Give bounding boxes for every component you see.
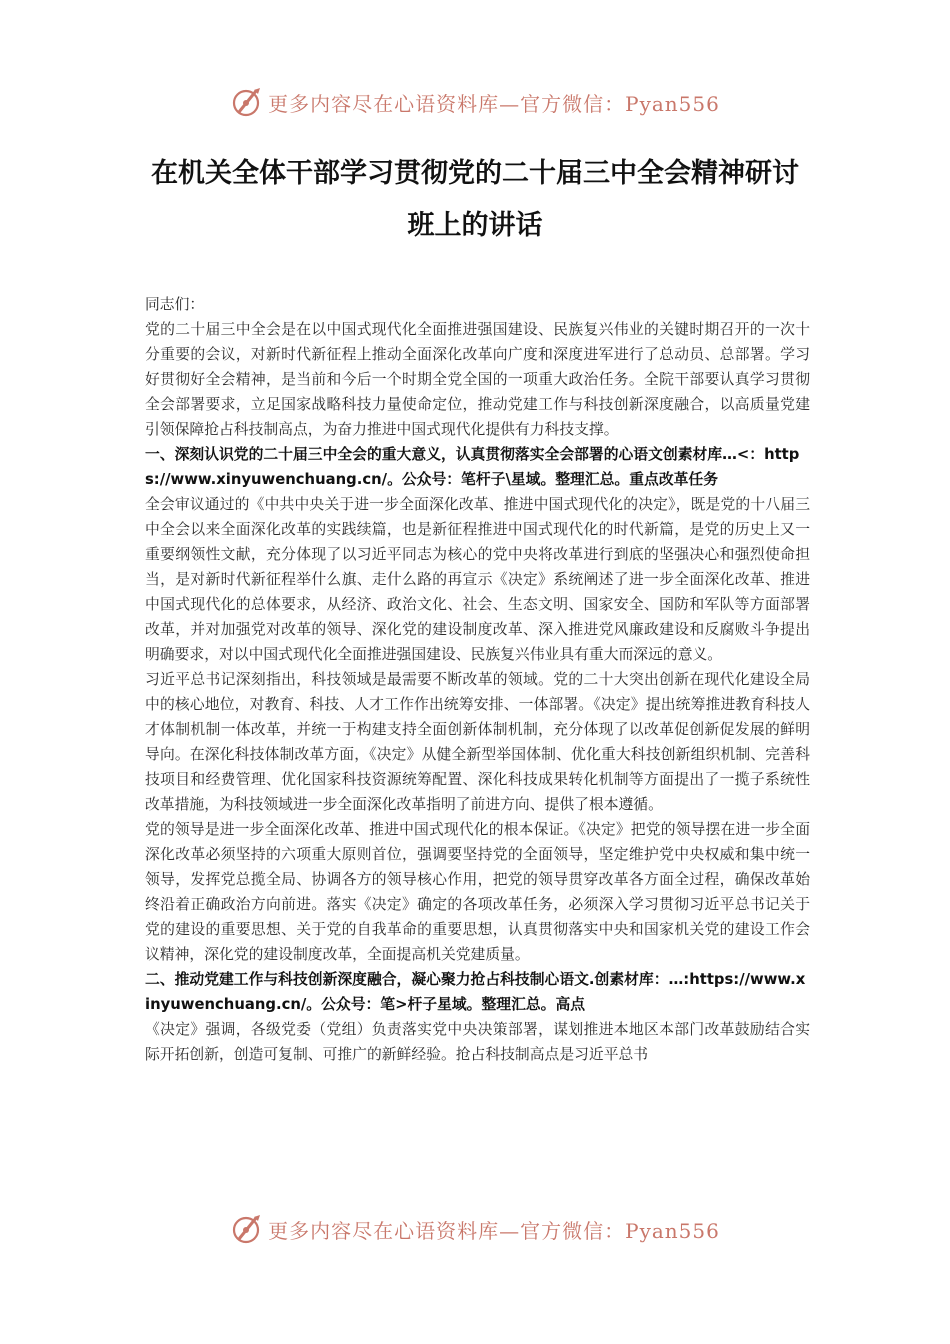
- salutation: 同志们：: [145, 296, 205, 313]
- pen-circle-logo-icon: [230, 85, 264, 119]
- watermark-banner-bottom: [0, 1209, 950, 1249]
- section-heading-2: 二、推动党建工作与科技创新深度融合，凝心聚力抢占科技制心语文.创素材库：…:https://www.xinyuwenchuang.cn/。公众号：笔>杆子星域。整理汇总。高点: [145, 971, 806, 1013]
- document-title: 在机关全体干部学习贯彻党的二十届三中全会精神研讨班上的讲话: [151, 158, 799, 241]
- watermark-text: 更多内容尽在心语资料库—官方微信：Pyan556: [268, 1218, 720, 1243]
- paragraph: 《决定》强调，各级党委（党组）负责落实党中央决策部署，谋划推进本地区本部门改革鼓励结合实际开拓创新，创造可复制、可推广的新鲜经验。抢占科技制高点是习近平总书: [145, 1021, 810, 1063]
- paragraph: 全会审议通过的《中共中央关于进一步全面深化改革、推进中国式现代化的决定》，既是党的十八届三中全会以来全面深化改革的实践续篇，也是新征程推进中国式现代化的时代新篇，是党的历史上又一重要纲领性文献，充分体现了以习近平同志为核心的党中央将改革进行到底的坚强决心和强烈使命担当，是对新时代新征程举什么旗、走什么路的再宣示《决定》系统阐述了进一步全面深化改革、推进中国式现代化的总体要求，从经济、政治文化、社会、生态文明、国家安全、国防和军队等方面部署改革，并对加强党对改革的领导、深化党的建设制度改革、深入推进党风廉政建设和反腐败斗争提出明确要求，对以中国式现代化全面推进强国建设、民族复兴伟业具有重大而深远的意义。: [145, 496, 810, 663]
- paragraph: 党的二十届三中全会是在以中国式现代化全面推进强国建设、民族复兴伟业的关键时期召开的一次十分重要的会议，对新时代新征程上推动全面深化改革向广度和深度进军进行了总动员、总部署。学习好贯彻好全会精神，是当前和今后一个时期全党全国的一项重大政治任务。全院干部要认真学习贯彻全会部署要求，立足国家战略科技力量使命定位，推动党建工作与科技创新深度融合，以高质量党建引领保障抢占科技制高点，为奋力推进中国式现代化提供有力科技支撑。: [145, 321, 810, 438]
- watermark-banner-top: [0, 82, 950, 122]
- section-heading-1: 一、深刻认识党的二十届三中全会的重大意义，认真贯彻落实全会部署的心语文创素材库…<：https://www.xinyuwenchuang.cn/。公众号：笔杆子\星域。整理汇总。重点改革任务: [145, 446, 800, 488]
- paragraph: 党的领导是进一步全面深化改革、推进中国式现代化的根本保证。《决定》把党的领导摆在进一步全面深化改革必须坚持的六项重大原则首位，强调要坚持党的全面领导，坚定维护党中央权威和集中统一领导，发挥党总揽全局、协调各方的领导核心作用，把党的领导贯穿改革各方面全过程，确保改革始终沿着正确政治方向前进。落实《决定》确定的各项改革任务，必须深入学习贯彻习近平总书记关于党的建设的重要思想、关于党的自我革命的重要思想，认真贯彻落实中央和国家机关党的建设工作会议精神，深化党的建设制度改革，全面提高机关党建质量。: [145, 821, 810, 963]
- pen-circle-logo-icon: [230, 1212, 264, 1246]
- paragraph: 习近平总书记深刻指出，科技领域是最需要不断改革的领域。党的二十大突出创新在现代化建设全局中的核心地位，对教育、科技、人才工作作出统筹安排、一体部署。《决定》提出统筹推进教育科技人才体制机制一体改革，并统一于构建支持全面创新体制机制，充分体现了以改革促创新促发展的鲜明导向。在深化科技体制改革方面，《决定》从健全新型举国体制、优化重大科技创新组织机制、完善科技项目和经费管理、优化国家科技资源统筹配置、深化科技成果转化机制等方面提出了一揽子系统性改革措施，为科技领域进一步全面深化改革指明了前进方向、提供了根本遵循。: [145, 671, 810, 813]
- document-body: [145, 292, 810, 1067]
- watermark-text: 更多内容尽在心语资料库—官方微信：Pyan556: [268, 91, 720, 116]
